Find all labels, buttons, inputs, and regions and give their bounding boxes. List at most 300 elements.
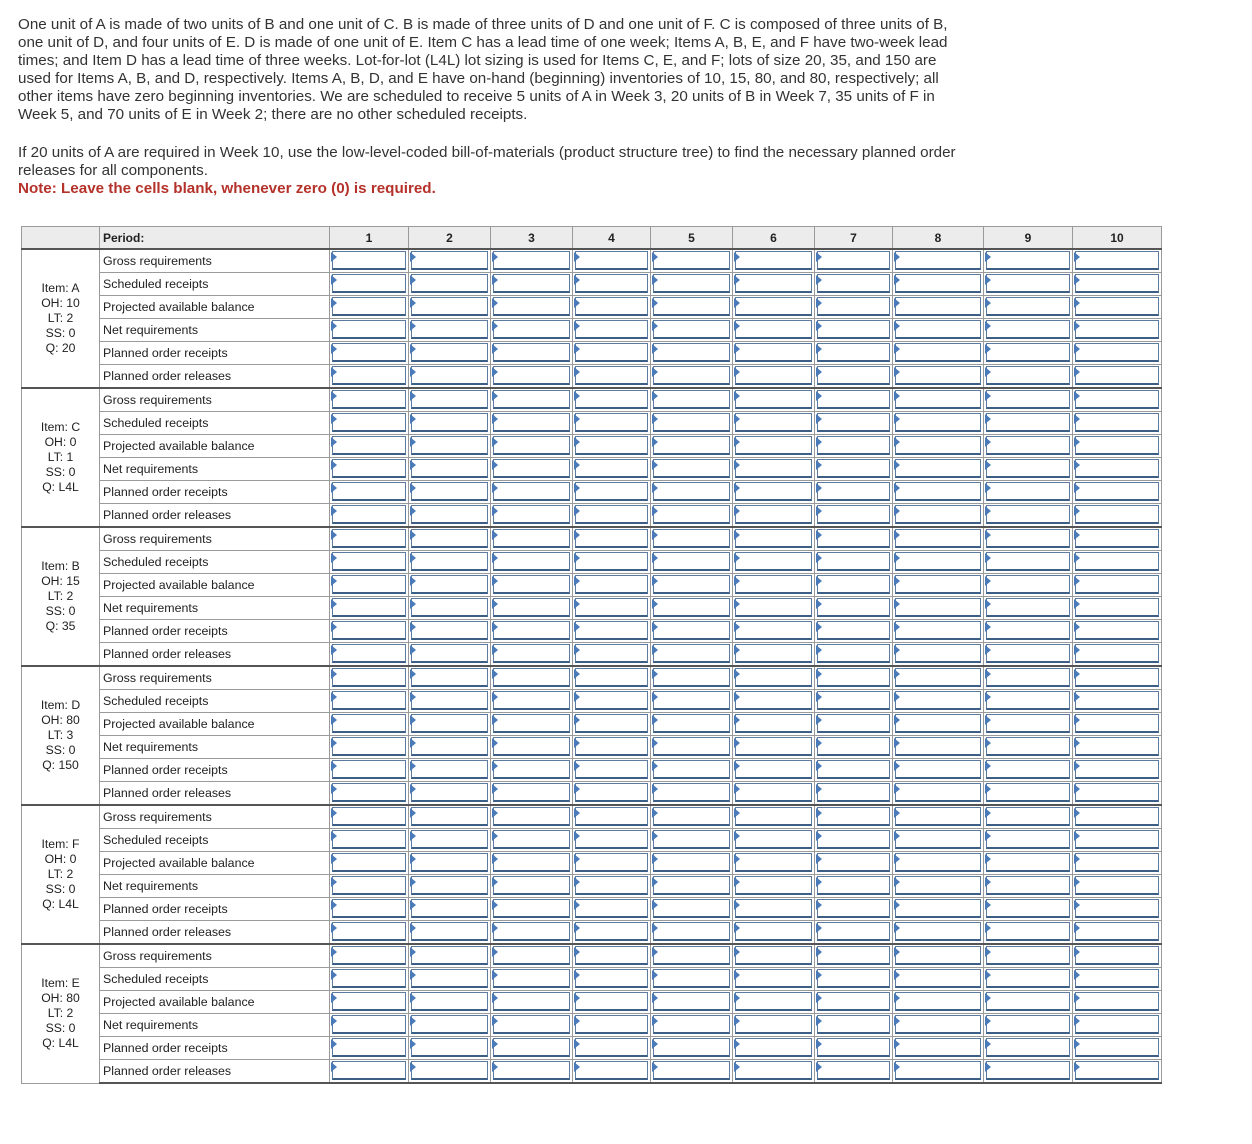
mrp-cell-input[interactable] bbox=[817, 274, 890, 293]
mrp-cell-input[interactable] bbox=[332, 946, 406, 965]
mrp-cell-input[interactable] bbox=[332, 714, 406, 733]
mrp-cell-input[interactable] bbox=[735, 1015, 812, 1034]
mrp-cell-input[interactable] bbox=[1075, 946, 1159, 965]
mrp-cell-input[interactable] bbox=[735, 714, 812, 733]
mrp-cell-input[interactable] bbox=[493, 598, 570, 617]
mrp-cell-input[interactable] bbox=[411, 668, 488, 687]
mrp-cell-input[interactable] bbox=[332, 343, 406, 362]
mrp-cell-input[interactable] bbox=[411, 621, 488, 640]
mrp-cell-input[interactable] bbox=[895, 644, 981, 663]
mrp-cell-input[interactable] bbox=[735, 691, 812, 710]
mrp-cell-input[interactable] bbox=[653, 1015, 730, 1034]
mrp-cell-input[interactable] bbox=[817, 459, 890, 478]
mrp-cell-input[interactable] bbox=[411, 992, 488, 1011]
mrp-cell-input[interactable] bbox=[895, 783, 981, 802]
mrp-cell-input[interactable] bbox=[575, 459, 648, 478]
mrp-cell-input[interactable] bbox=[735, 575, 812, 594]
mrp-cell-input[interactable] bbox=[332, 899, 406, 918]
mrp-cell-input[interactable] bbox=[332, 505, 406, 524]
mrp-cell-input[interactable] bbox=[1075, 575, 1159, 594]
mrp-cell-input[interactable] bbox=[817, 922, 890, 941]
mrp-cell-input[interactable] bbox=[895, 922, 981, 941]
mrp-cell-input[interactable] bbox=[1075, 598, 1159, 617]
mrp-cell-input[interactable] bbox=[653, 366, 730, 385]
mrp-cell-input[interactable] bbox=[735, 1061, 812, 1080]
mrp-cell-input[interactable] bbox=[653, 575, 730, 594]
mrp-cell-input[interactable] bbox=[817, 1061, 890, 1080]
mrp-cell-input[interactable] bbox=[1075, 853, 1159, 872]
mrp-cell-input[interactable] bbox=[575, 922, 648, 941]
mrp-cell-input[interactable] bbox=[817, 413, 890, 432]
mrp-cell-input[interactable] bbox=[817, 505, 890, 524]
mrp-cell-input[interactable] bbox=[575, 760, 648, 779]
mrp-cell-input[interactable] bbox=[332, 830, 406, 849]
mrp-cell-input[interactable] bbox=[895, 251, 981, 270]
mrp-cell-input[interactable] bbox=[735, 853, 812, 872]
mrp-cell-input[interactable] bbox=[411, 946, 488, 965]
mrp-cell-input[interactable] bbox=[493, 482, 570, 501]
mrp-cell-input[interactable] bbox=[817, 1015, 890, 1034]
mrp-cell-input[interactable] bbox=[493, 737, 570, 756]
mrp-cell-input[interactable] bbox=[411, 853, 488, 872]
mrp-cell-input[interactable] bbox=[653, 691, 730, 710]
mrp-cell-input[interactable] bbox=[895, 297, 981, 316]
mrp-cell-input[interactable] bbox=[895, 274, 981, 293]
mrp-cell-input[interactable] bbox=[332, 783, 406, 802]
mrp-cell-input[interactable] bbox=[1075, 668, 1159, 687]
mrp-cell-input[interactable] bbox=[411, 297, 488, 316]
mrp-cell-input[interactable] bbox=[986, 1015, 1070, 1034]
mrp-cell-input[interactable] bbox=[493, 575, 570, 594]
mrp-cell-input[interactable] bbox=[575, 969, 648, 988]
mrp-cell-input[interactable] bbox=[986, 853, 1070, 872]
mrp-cell-input[interactable] bbox=[575, 668, 648, 687]
mrp-cell-input[interactable] bbox=[332, 876, 406, 895]
mrp-cell-input[interactable] bbox=[575, 876, 648, 895]
mrp-cell-input[interactable] bbox=[986, 922, 1070, 941]
mrp-cell-input[interactable] bbox=[332, 390, 406, 409]
mrp-cell-input[interactable] bbox=[493, 830, 570, 849]
mrp-cell-input[interactable] bbox=[1075, 1061, 1159, 1080]
mrp-cell-input[interactable] bbox=[575, 644, 648, 663]
mrp-cell-input[interactable] bbox=[817, 297, 890, 316]
mrp-cell-input[interactable] bbox=[575, 1015, 648, 1034]
mrp-cell-input[interactable] bbox=[411, 598, 488, 617]
mrp-cell-input[interactable] bbox=[411, 274, 488, 293]
mrp-cell-input[interactable] bbox=[575, 807, 648, 826]
mrp-cell-input[interactable] bbox=[411, 969, 488, 988]
mrp-cell-input[interactable] bbox=[653, 876, 730, 895]
mrp-cell-input[interactable] bbox=[653, 459, 730, 478]
mrp-cell-input[interactable] bbox=[332, 992, 406, 1011]
mrp-cell-input[interactable] bbox=[493, 297, 570, 316]
mrp-cell-input[interactable] bbox=[1075, 691, 1159, 710]
mrp-cell-input[interactable] bbox=[332, 320, 406, 339]
mrp-cell-input[interactable] bbox=[575, 737, 648, 756]
mrp-cell-input[interactable] bbox=[895, 598, 981, 617]
mrp-cell-input[interactable] bbox=[735, 413, 812, 432]
mrp-cell-input[interactable] bbox=[1075, 737, 1159, 756]
mrp-cell-input[interactable] bbox=[411, 482, 488, 501]
mrp-cell-input[interactable] bbox=[895, 343, 981, 362]
mrp-cell-input[interactable] bbox=[411, 505, 488, 524]
mrp-cell-input[interactable] bbox=[895, 1061, 981, 1080]
mrp-cell-input[interactable] bbox=[493, 1038, 570, 1057]
mrp-cell-input[interactable] bbox=[575, 714, 648, 733]
mrp-cell-input[interactable] bbox=[1075, 969, 1159, 988]
mrp-cell-input[interactable] bbox=[493, 505, 570, 524]
mrp-cell-input[interactable] bbox=[332, 459, 406, 478]
mrp-cell-input[interactable] bbox=[653, 760, 730, 779]
mrp-cell-input[interactable] bbox=[895, 969, 981, 988]
mrp-cell-input[interactable] bbox=[575, 1061, 648, 1080]
mrp-cell-input[interactable] bbox=[411, 436, 488, 455]
mrp-cell-input[interactable] bbox=[575, 830, 648, 849]
mrp-cell-input[interactable] bbox=[817, 668, 890, 687]
mrp-cell-input[interactable] bbox=[1075, 459, 1159, 478]
mrp-cell-input[interactable] bbox=[1075, 992, 1159, 1011]
mrp-cell-input[interactable] bbox=[1075, 482, 1159, 501]
mrp-cell-input[interactable] bbox=[332, 1038, 406, 1057]
mrp-cell-input[interactable] bbox=[653, 830, 730, 849]
mrp-cell-input[interactable] bbox=[1075, 251, 1159, 270]
mrp-cell-input[interactable] bbox=[895, 390, 981, 409]
mrp-cell-input[interactable] bbox=[895, 436, 981, 455]
mrp-cell-input[interactable] bbox=[1075, 621, 1159, 640]
mrp-cell-input[interactable] bbox=[332, 575, 406, 594]
mrp-cell-input[interactable] bbox=[411, 251, 488, 270]
mrp-cell-input[interactable] bbox=[1075, 274, 1159, 293]
mrp-cell-input[interactable] bbox=[411, 760, 488, 779]
mrp-cell-input[interactable] bbox=[332, 760, 406, 779]
mrp-cell-input[interactable] bbox=[493, 807, 570, 826]
mrp-cell-input[interactable] bbox=[735, 343, 812, 362]
mrp-cell-input[interactable] bbox=[653, 922, 730, 941]
mrp-cell-input[interactable] bbox=[986, 575, 1070, 594]
mrp-cell-input[interactable] bbox=[895, 505, 981, 524]
mrp-cell-input[interactable] bbox=[653, 413, 730, 432]
mrp-cell-input[interactable] bbox=[493, 366, 570, 385]
mrp-cell-input[interactable] bbox=[895, 668, 981, 687]
mrp-cell-input[interactable] bbox=[817, 482, 890, 501]
mrp-cell-input[interactable] bbox=[986, 552, 1070, 571]
mrp-cell-input[interactable] bbox=[575, 946, 648, 965]
mrp-cell-input[interactable] bbox=[493, 621, 570, 640]
mrp-cell-input[interactable] bbox=[575, 621, 648, 640]
mrp-cell-input[interactable] bbox=[575, 390, 648, 409]
mrp-cell-input[interactable] bbox=[332, 482, 406, 501]
mrp-cell-input[interactable] bbox=[895, 552, 981, 571]
mrp-cell-input[interactable] bbox=[986, 946, 1070, 965]
mrp-cell-input[interactable] bbox=[332, 737, 406, 756]
mrp-cell-input[interactable] bbox=[986, 251, 1070, 270]
mrp-cell-input[interactable] bbox=[735, 992, 812, 1011]
mrp-cell-input[interactable] bbox=[493, 413, 570, 432]
mrp-cell-input[interactable] bbox=[332, 1061, 406, 1080]
mrp-cell-input[interactable] bbox=[817, 598, 890, 617]
mrp-cell-input[interactable] bbox=[986, 714, 1070, 733]
mrp-cell-input[interactable] bbox=[817, 783, 890, 802]
mrp-cell-input[interactable] bbox=[986, 691, 1070, 710]
mrp-cell-input[interactable] bbox=[735, 320, 812, 339]
mrp-cell-input[interactable] bbox=[986, 1038, 1070, 1057]
mrp-cell-input[interactable] bbox=[735, 946, 812, 965]
mrp-cell-input[interactable] bbox=[575, 320, 648, 339]
mrp-cell-input[interactable] bbox=[493, 390, 570, 409]
mrp-cell-input[interactable] bbox=[895, 621, 981, 640]
mrp-cell-input[interactable] bbox=[575, 552, 648, 571]
mrp-cell-input[interactable] bbox=[1075, 899, 1159, 918]
mrp-cell-input[interactable] bbox=[575, 274, 648, 293]
mrp-cell-input[interactable] bbox=[986, 876, 1070, 895]
mrp-cell-input[interactable] bbox=[895, 459, 981, 478]
mrp-cell-input[interactable] bbox=[653, 1038, 730, 1057]
mrp-cell-input[interactable] bbox=[817, 644, 890, 663]
mrp-cell-input[interactable] bbox=[817, 807, 890, 826]
mrp-cell-input[interactable] bbox=[575, 251, 648, 270]
mrp-cell-input[interactable] bbox=[411, 552, 488, 571]
mrp-cell-input[interactable] bbox=[411, 807, 488, 826]
mrp-cell-input[interactable] bbox=[1075, 922, 1159, 941]
mrp-cell-input[interactable] bbox=[986, 783, 1070, 802]
mrp-cell-input[interactable] bbox=[895, 807, 981, 826]
mrp-cell-input[interactable] bbox=[332, 668, 406, 687]
mrp-cell-input[interactable] bbox=[653, 390, 730, 409]
mrp-cell-input[interactable] bbox=[817, 969, 890, 988]
mrp-cell-input[interactable] bbox=[411, 899, 488, 918]
mrp-cell-input[interactable] bbox=[895, 691, 981, 710]
mrp-cell-input[interactable] bbox=[1075, 760, 1159, 779]
mrp-cell-input[interactable] bbox=[986, 529, 1070, 548]
mrp-cell-input[interactable] bbox=[493, 992, 570, 1011]
mrp-cell-input[interactable] bbox=[411, 343, 488, 362]
mrp-cell-input[interactable] bbox=[411, 644, 488, 663]
mrp-cell-input[interactable] bbox=[986, 343, 1070, 362]
mrp-cell-input[interactable] bbox=[493, 343, 570, 362]
mrp-cell-input[interactable] bbox=[986, 621, 1070, 640]
mrp-cell-input[interactable] bbox=[817, 899, 890, 918]
mrp-cell-input[interactable] bbox=[1075, 1038, 1159, 1057]
mrp-cell-input[interactable] bbox=[575, 505, 648, 524]
mrp-cell-input[interactable] bbox=[1075, 366, 1159, 385]
mrp-cell-input[interactable] bbox=[895, 714, 981, 733]
mrp-cell-input[interactable] bbox=[493, 946, 570, 965]
mrp-cell-input[interactable] bbox=[653, 1061, 730, 1080]
mrp-cell-input[interactable] bbox=[332, 853, 406, 872]
mrp-cell-input[interactable] bbox=[411, 1038, 488, 1057]
mrp-cell-input[interactable] bbox=[575, 598, 648, 617]
mrp-cell-input[interactable] bbox=[653, 853, 730, 872]
mrp-cell-input[interactable] bbox=[1075, 552, 1159, 571]
mrp-cell-input[interactable] bbox=[986, 1061, 1070, 1080]
mrp-cell-input[interactable] bbox=[493, 459, 570, 478]
mrp-cell-input[interactable] bbox=[895, 737, 981, 756]
mrp-cell-input[interactable] bbox=[735, 1038, 812, 1057]
mrp-cell-input[interactable] bbox=[332, 1015, 406, 1034]
mrp-cell-input[interactable] bbox=[411, 876, 488, 895]
mrp-cell-input[interactable] bbox=[653, 251, 730, 270]
mrp-cell-input[interactable] bbox=[895, 853, 981, 872]
mrp-cell-input[interactable] bbox=[895, 482, 981, 501]
mrp-cell-input[interactable] bbox=[986, 436, 1070, 455]
mrp-cell-input[interactable] bbox=[493, 529, 570, 548]
mrp-cell-input[interactable] bbox=[735, 922, 812, 941]
mrp-cell-input[interactable] bbox=[986, 830, 1070, 849]
mrp-cell-input[interactable] bbox=[332, 922, 406, 941]
mrp-cell-input[interactable] bbox=[493, 760, 570, 779]
mrp-cell-input[interactable] bbox=[411, 691, 488, 710]
mrp-cell-input[interactable] bbox=[332, 413, 406, 432]
mrp-cell-input[interactable] bbox=[735, 598, 812, 617]
mrp-cell-input[interactable] bbox=[653, 946, 730, 965]
mrp-cell-input[interactable] bbox=[1075, 876, 1159, 895]
mrp-cell-input[interactable] bbox=[411, 366, 488, 385]
mrp-cell-input[interactable] bbox=[817, 251, 890, 270]
mrp-cell-input[interactable] bbox=[575, 783, 648, 802]
mrp-cell-input[interactable] bbox=[653, 505, 730, 524]
mrp-cell-input[interactable] bbox=[735, 830, 812, 849]
mrp-cell-input[interactable] bbox=[895, 529, 981, 548]
mrp-cell-input[interactable] bbox=[653, 737, 730, 756]
mrp-cell-input[interactable] bbox=[493, 876, 570, 895]
mrp-cell-input[interactable] bbox=[895, 760, 981, 779]
mrp-cell-input[interactable] bbox=[735, 876, 812, 895]
mrp-cell-input[interactable] bbox=[735, 737, 812, 756]
mrp-cell-input[interactable] bbox=[817, 575, 890, 594]
mrp-cell-input[interactable] bbox=[986, 297, 1070, 316]
mrp-cell-input[interactable] bbox=[653, 297, 730, 316]
mrp-cell-input[interactable] bbox=[493, 783, 570, 802]
mrp-cell-input[interactable] bbox=[411, 459, 488, 478]
mrp-cell-input[interactable] bbox=[411, 737, 488, 756]
mrp-cell-input[interactable] bbox=[1075, 529, 1159, 548]
mrp-cell-input[interactable] bbox=[411, 783, 488, 802]
mrp-cell-input[interactable] bbox=[575, 691, 648, 710]
mrp-cell-input[interactable] bbox=[653, 529, 730, 548]
mrp-cell-input[interactable] bbox=[735, 644, 812, 663]
mrp-cell-input[interactable] bbox=[735, 899, 812, 918]
mrp-cell-input[interactable] bbox=[895, 575, 981, 594]
mrp-cell-input[interactable] bbox=[817, 691, 890, 710]
mrp-cell-input[interactable] bbox=[411, 830, 488, 849]
mrp-cell-input[interactable] bbox=[575, 482, 648, 501]
mrp-cell-input[interactable] bbox=[817, 366, 890, 385]
mrp-cell-input[interactable] bbox=[817, 621, 890, 640]
mrp-cell-input[interactable] bbox=[817, 992, 890, 1011]
mrp-cell-input[interactable] bbox=[735, 366, 812, 385]
mrp-cell-input[interactable] bbox=[817, 552, 890, 571]
mrp-cell-input[interactable] bbox=[411, 575, 488, 594]
mrp-cell-input[interactable] bbox=[493, 922, 570, 941]
mrp-cell-input[interactable] bbox=[735, 529, 812, 548]
mrp-cell-input[interactable] bbox=[1075, 1015, 1159, 1034]
mrp-cell-input[interactable] bbox=[735, 807, 812, 826]
mrp-cell-input[interactable] bbox=[1075, 714, 1159, 733]
mrp-cell-input[interactable] bbox=[986, 807, 1070, 826]
mrp-cell-input[interactable] bbox=[986, 992, 1070, 1011]
mrp-cell-input[interactable] bbox=[575, 343, 648, 362]
mrp-cell-input[interactable] bbox=[653, 320, 730, 339]
mrp-cell-input[interactable] bbox=[735, 274, 812, 293]
mrp-cell-input[interactable] bbox=[1075, 343, 1159, 362]
mrp-cell-input[interactable] bbox=[986, 390, 1070, 409]
mrp-cell-input[interactable] bbox=[575, 899, 648, 918]
mrp-cell-input[interactable] bbox=[493, 320, 570, 339]
mrp-cell-input[interactable] bbox=[653, 807, 730, 826]
mrp-cell-input[interactable] bbox=[817, 529, 890, 548]
mrp-cell-input[interactable] bbox=[986, 274, 1070, 293]
mrp-cell-input[interactable] bbox=[1075, 413, 1159, 432]
mrp-cell-input[interactable] bbox=[817, 320, 890, 339]
mrp-cell-input[interactable] bbox=[817, 853, 890, 872]
mrp-cell-input[interactable] bbox=[653, 644, 730, 663]
mrp-cell-input[interactable] bbox=[411, 529, 488, 548]
mrp-cell-input[interactable] bbox=[493, 1015, 570, 1034]
mrp-cell-input[interactable] bbox=[895, 946, 981, 965]
mrp-cell-input[interactable] bbox=[735, 783, 812, 802]
mrp-cell-input[interactable] bbox=[653, 714, 730, 733]
mrp-cell-input[interactable] bbox=[1075, 830, 1159, 849]
mrp-cell-input[interactable] bbox=[653, 621, 730, 640]
mrp-cell-input[interactable] bbox=[493, 552, 570, 571]
mrp-cell-input[interactable] bbox=[332, 297, 406, 316]
mrp-cell-input[interactable] bbox=[653, 783, 730, 802]
mrp-cell-input[interactable] bbox=[817, 343, 890, 362]
mrp-cell-input[interactable] bbox=[735, 969, 812, 988]
mrp-cell-input[interactable] bbox=[411, 922, 488, 941]
mrp-cell-input[interactable] bbox=[575, 436, 648, 455]
mrp-cell-input[interactable] bbox=[1075, 783, 1159, 802]
mrp-cell-input[interactable] bbox=[735, 251, 812, 270]
mrp-cell-input[interactable] bbox=[817, 436, 890, 455]
mrp-cell-input[interactable] bbox=[895, 876, 981, 895]
mrp-cell-input[interactable] bbox=[653, 899, 730, 918]
mrp-cell-input[interactable] bbox=[986, 760, 1070, 779]
mrp-cell-input[interactable] bbox=[895, 413, 981, 432]
mrp-cell-input[interactable] bbox=[411, 320, 488, 339]
mrp-cell-input[interactable] bbox=[411, 1015, 488, 1034]
mrp-cell-input[interactable] bbox=[986, 644, 1070, 663]
mrp-cell-input[interactable] bbox=[332, 969, 406, 988]
mrp-cell-input[interactable] bbox=[575, 853, 648, 872]
mrp-cell-input[interactable] bbox=[986, 413, 1070, 432]
mrp-cell-input[interactable] bbox=[895, 320, 981, 339]
mrp-cell-input[interactable] bbox=[817, 737, 890, 756]
mrp-cell-input[interactable] bbox=[493, 853, 570, 872]
mrp-cell-input[interactable] bbox=[493, 691, 570, 710]
mrp-cell-input[interactable] bbox=[817, 390, 890, 409]
mrp-cell-input[interactable] bbox=[653, 552, 730, 571]
mrp-cell-input[interactable] bbox=[1075, 436, 1159, 455]
mrp-cell-input[interactable] bbox=[1075, 807, 1159, 826]
mrp-cell-input[interactable] bbox=[332, 251, 406, 270]
mrp-cell-input[interactable] bbox=[895, 1038, 981, 1057]
mrp-cell-input[interactable] bbox=[575, 1038, 648, 1057]
mrp-cell-input[interactable] bbox=[653, 482, 730, 501]
mrp-cell-input[interactable] bbox=[575, 529, 648, 548]
mrp-cell-input[interactable] bbox=[411, 413, 488, 432]
mrp-cell-input[interactable] bbox=[575, 297, 648, 316]
mrp-cell-input[interactable] bbox=[817, 876, 890, 895]
mrp-cell-input[interactable] bbox=[735, 459, 812, 478]
mrp-cell-input[interactable] bbox=[332, 436, 406, 455]
mrp-cell-input[interactable] bbox=[332, 621, 406, 640]
mrp-cell-input[interactable] bbox=[986, 482, 1070, 501]
mrp-cell-input[interactable] bbox=[817, 1038, 890, 1057]
mrp-cell-input[interactable] bbox=[653, 436, 730, 455]
mrp-cell-input[interactable] bbox=[817, 714, 890, 733]
mrp-cell-input[interactable] bbox=[817, 946, 890, 965]
